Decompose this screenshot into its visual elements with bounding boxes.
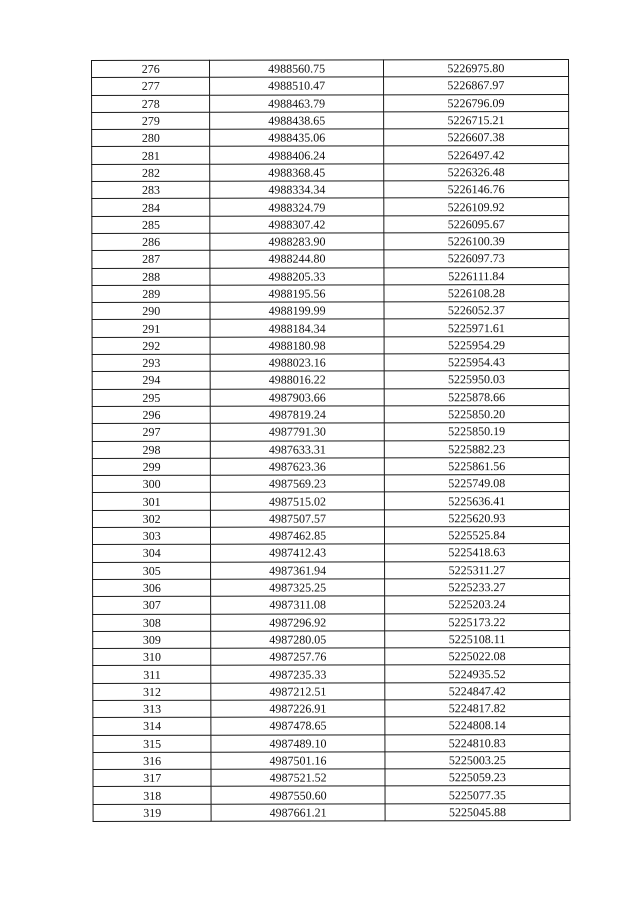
point-number-cell: 279 xyxy=(92,112,210,130)
x-coordinate-cell: 4987903.66 xyxy=(211,389,384,407)
y-coordinate-cell: 5225861.56 xyxy=(384,457,569,475)
x-coordinate-cell: 4987235.33 xyxy=(211,665,384,683)
x-coordinate-cell: 4988368.45 xyxy=(210,164,383,182)
y-coordinate-cell: 5225878.66 xyxy=(384,388,569,406)
x-coordinate-cell: 4987501.16 xyxy=(211,752,384,770)
table-row xyxy=(93,734,570,752)
y-coordinate-cell: 5226497.42 xyxy=(383,146,568,164)
table-row xyxy=(93,630,570,648)
x-coordinate-cell: 4988560.75 xyxy=(210,60,383,78)
x-coordinate-cell: 4988463.79 xyxy=(210,94,383,112)
x-coordinate-cell: 4987791.30 xyxy=(211,423,384,441)
point-number-cell: 306 xyxy=(93,579,211,597)
point-number-cell: 319 xyxy=(93,804,211,822)
y-coordinate-cell: 5226108.28 xyxy=(384,284,569,302)
point-number-cell: 307 xyxy=(93,596,211,614)
y-coordinate-cell: 5224847.42 xyxy=(385,682,570,700)
point-number-cell: 298 xyxy=(92,441,210,459)
table-row xyxy=(93,786,570,804)
y-coordinate-cell: 5224808.14 xyxy=(385,717,570,735)
y-coordinate-cell: 5225173.22 xyxy=(384,613,569,631)
x-coordinate-cell: 4987623.36 xyxy=(211,458,384,476)
point-number-cell: 276 xyxy=(92,60,210,78)
y-coordinate-cell: 5225077.35 xyxy=(385,786,570,804)
y-coordinate-cell: 5226796.09 xyxy=(383,94,568,112)
y-coordinate-cell: 5225954.29 xyxy=(384,336,569,354)
table-row xyxy=(92,371,569,389)
table-row xyxy=(92,267,569,285)
point-number-cell: 309 xyxy=(93,631,211,649)
x-coordinate-cell: 4987226.91 xyxy=(211,700,384,718)
y-coordinate-cell: 5226097.73 xyxy=(384,250,569,268)
table-row xyxy=(92,492,569,510)
point-number-cell: 289 xyxy=(92,285,210,303)
y-coordinate-cell: 5225850.19 xyxy=(384,423,569,441)
point-number-cell: 299 xyxy=(92,458,210,476)
table-row xyxy=(93,561,570,579)
table-row xyxy=(92,129,569,147)
point-number-cell: 303 xyxy=(92,527,210,545)
point-number-cell: 297 xyxy=(92,423,210,441)
x-coordinate-cell: 4987478.65 xyxy=(211,717,384,735)
coordinates-table-body xyxy=(92,59,571,821)
y-coordinate-cell: 5225045.88 xyxy=(385,803,570,821)
x-coordinate-cell: 4988199.99 xyxy=(210,302,383,320)
table-row xyxy=(92,215,569,233)
y-coordinate-cell: 5225882.23 xyxy=(384,440,569,458)
y-coordinate-cell: 5226111.84 xyxy=(384,267,569,285)
x-coordinate-cell: 4987661.21 xyxy=(211,804,384,822)
table-row xyxy=(92,319,569,337)
x-coordinate-cell: 4988016.22 xyxy=(211,371,384,389)
x-coordinate-cell: 4987311.08 xyxy=(211,596,384,614)
x-coordinate-cell: 4987412.43 xyxy=(211,544,384,562)
point-number-cell: 288 xyxy=(92,268,210,286)
y-coordinate-cell: 5226326.48 xyxy=(383,163,568,181)
y-coordinate-cell: 5226715.21 xyxy=(383,111,568,129)
x-coordinate-cell: 4988180.98 xyxy=(210,337,383,355)
table-row xyxy=(93,682,570,700)
point-number-cell: 310 xyxy=(93,648,211,666)
point-number-cell: 308 xyxy=(93,614,211,632)
table-row xyxy=(93,699,570,717)
table-row xyxy=(92,440,569,458)
x-coordinate-cell: 4988195.56 xyxy=(210,285,383,303)
y-coordinate-cell: 5225620.93 xyxy=(384,509,569,527)
y-coordinate-cell: 5226146.76 xyxy=(383,181,568,199)
x-coordinate-cell: 4988324.79 xyxy=(210,198,383,216)
x-coordinate-cell: 4987212.51 xyxy=(211,683,384,701)
x-coordinate-cell: 4988510.47 xyxy=(210,77,383,95)
table-row xyxy=(92,405,569,423)
x-coordinate-cell: 4988244.80 xyxy=(210,250,383,268)
y-coordinate-cell: 5225749.08 xyxy=(384,475,569,493)
x-coordinate-cell: 4987280.05 xyxy=(211,631,384,649)
x-coordinate-cell: 4988334.34 xyxy=(210,181,383,199)
y-coordinate-cell: 5224935.52 xyxy=(384,665,569,683)
point-number-cell: 277 xyxy=(92,78,210,96)
point-number-cell: 283 xyxy=(92,181,210,199)
table-row xyxy=(92,336,569,354)
x-coordinate-cell: 4988205.33 xyxy=(210,267,383,285)
x-coordinate-cell: 4987462.85 xyxy=(211,527,384,545)
table-row xyxy=(92,509,569,527)
x-coordinate-cell: 4988406.24 xyxy=(210,146,383,164)
x-coordinate-cell: 4987819.24 xyxy=(211,406,384,424)
table-row xyxy=(92,146,569,164)
y-coordinate-cell: 5226052.37 xyxy=(384,302,569,320)
coordinates-table xyxy=(91,59,571,822)
x-coordinate-cell: 4988307.42 xyxy=(210,216,383,234)
point-number-cell: 282 xyxy=(92,164,210,182)
y-coordinate-cell: 5226095.67 xyxy=(384,215,569,233)
table-row xyxy=(93,544,570,562)
point-number-cell: 293 xyxy=(92,354,210,372)
point-number-cell: 290 xyxy=(92,302,210,320)
y-coordinate-cell: 5225954.43 xyxy=(384,354,569,372)
table-row xyxy=(93,769,570,787)
x-coordinate-cell: 4987257.76 xyxy=(211,648,384,666)
table-row xyxy=(93,578,570,596)
point-number-cell: 286 xyxy=(92,233,210,251)
x-coordinate-cell: 4988435.06 xyxy=(210,129,383,147)
x-coordinate-cell: 4987507.57 xyxy=(211,510,384,528)
x-coordinate-cell: 4988184.34 xyxy=(210,319,383,337)
y-coordinate-cell: 5225108.11 xyxy=(384,630,569,648)
table-row xyxy=(92,302,569,320)
point-number-cell: 315 xyxy=(93,735,211,753)
y-coordinate-cell: 5226975.80 xyxy=(383,59,568,77)
x-coordinate-cell: 4987569.23 xyxy=(211,475,384,493)
y-coordinate-cell: 5225003.25 xyxy=(385,751,570,769)
point-number-cell: 302 xyxy=(92,510,210,528)
y-coordinate-cell: 5225950.03 xyxy=(384,371,569,389)
point-number-cell: 295 xyxy=(92,389,210,407)
y-coordinate-cell: 5225203.24 xyxy=(384,596,569,614)
table-row xyxy=(92,423,569,441)
table-row xyxy=(93,596,570,614)
point-number-cell: 285 xyxy=(92,216,210,234)
point-number-cell: 314 xyxy=(93,718,211,736)
point-number-cell: 317 xyxy=(93,769,211,787)
table-row xyxy=(92,527,569,545)
x-coordinate-cell: 4987296.92 xyxy=(211,613,384,631)
x-coordinate-cell: 4987550.60 xyxy=(211,786,384,804)
point-number-cell: 316 xyxy=(93,752,211,770)
x-coordinate-cell: 4987515.02 xyxy=(211,492,384,510)
y-coordinate-cell: 5225971.61 xyxy=(384,319,569,337)
y-coordinate-cell: 5226100.39 xyxy=(384,232,569,250)
x-coordinate-cell: 4987361.94 xyxy=(211,561,384,579)
y-coordinate-cell: 5226109.92 xyxy=(384,198,569,216)
point-number-cell: 278 xyxy=(92,95,210,113)
table-row xyxy=(92,284,569,302)
y-coordinate-cell: 5225850.20 xyxy=(384,405,569,423)
y-coordinate-cell: 5225636.41 xyxy=(384,492,569,510)
y-coordinate-cell: 5225311.27 xyxy=(384,561,569,579)
table-row xyxy=(92,457,569,475)
table-row xyxy=(92,198,569,216)
y-coordinate-cell: 5224810.83 xyxy=(385,734,570,752)
point-number-cell: 301 xyxy=(92,493,210,511)
table-row xyxy=(93,717,570,735)
x-coordinate-cell: 4987633.31 xyxy=(211,440,384,458)
point-number-cell: 281 xyxy=(92,147,210,165)
point-number-cell: 291 xyxy=(92,320,210,338)
y-coordinate-cell: 5225525.84 xyxy=(384,527,569,545)
table-row xyxy=(92,181,569,199)
x-coordinate-cell: 4988438.65 xyxy=(210,112,383,130)
point-number-cell: 280 xyxy=(92,129,210,147)
table-row xyxy=(92,94,569,112)
point-number-cell: 318 xyxy=(93,787,211,805)
point-number-cell: 312 xyxy=(93,683,211,701)
x-coordinate-cell: 4987521.52 xyxy=(211,769,384,787)
point-number-cell: 294 xyxy=(92,372,210,390)
x-coordinate-cell: 4987325.25 xyxy=(211,579,384,597)
x-coordinate-cell: 4987489.10 xyxy=(211,734,384,752)
y-coordinate-cell: 5226867.97 xyxy=(383,77,568,95)
point-number-cell: 287 xyxy=(92,251,210,269)
y-coordinate-cell: 5225022.08 xyxy=(384,648,569,666)
point-number-cell: 284 xyxy=(92,199,210,217)
table-row xyxy=(92,163,569,181)
y-coordinate-cell: 5225059.23 xyxy=(385,769,570,787)
point-number-cell: 305 xyxy=(93,562,211,580)
table-row xyxy=(92,232,569,250)
table-row xyxy=(93,665,570,683)
x-coordinate-cell: 4988023.16 xyxy=(211,354,384,372)
x-coordinate-cell: 4988283.90 xyxy=(210,233,383,251)
table-row xyxy=(92,111,569,129)
table-row xyxy=(93,648,570,666)
table-row xyxy=(92,77,569,95)
point-number-cell: 313 xyxy=(93,700,211,718)
table-row xyxy=(92,388,569,406)
point-number-cell: 300 xyxy=(92,475,210,493)
point-number-cell: 296 xyxy=(92,406,210,424)
table-row xyxy=(92,354,569,372)
table-row xyxy=(92,475,569,493)
table-row xyxy=(93,751,570,769)
table-row xyxy=(92,250,569,268)
table-row xyxy=(93,803,570,821)
point-number-cell: 292 xyxy=(92,337,210,355)
table-row xyxy=(92,59,569,77)
y-coordinate-cell: 5225233.27 xyxy=(384,578,569,596)
y-coordinate-cell: 5224817.82 xyxy=(385,699,570,717)
y-coordinate-cell: 5226607.38 xyxy=(383,129,568,147)
point-number-cell: 304 xyxy=(93,545,211,563)
table-row xyxy=(93,613,570,631)
point-number-cell: 311 xyxy=(93,666,211,684)
y-coordinate-cell: 5225418.63 xyxy=(384,544,569,562)
